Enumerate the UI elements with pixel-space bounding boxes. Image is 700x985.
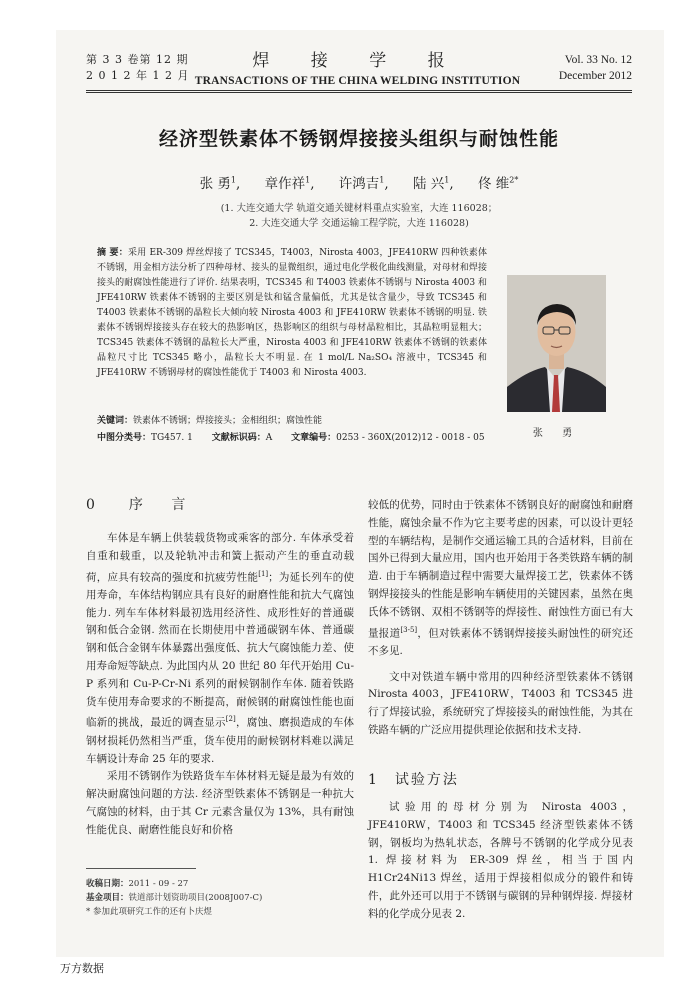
clc-label: 中图分类号： — [97, 433, 152, 443]
date-cn: 2 0 1 2 年 1 2 月 — [86, 69, 190, 82]
right-column — [368, 497, 633, 740]
left-column — [86, 530, 354, 840]
paper-title: 经济型铁素体不锈钢焊接接头组织与耐蚀性能 — [158, 128, 559, 150]
author-photo — [507, 275, 606, 412]
paragraph: 文中对铁道车辆中常用的四种经济型铁素体不锈钢 Nirosta 4003，JFE410RW，T4003 和 TCS345 进行了焊接试验，系统研究了焊接接头的耐蚀性能，为其在铁路车辆的广泛应用提供理论依据和技术支持. — [368, 670, 633, 737]
author: 章作祥$^1$, — [264, 175, 315, 192]
paragraph: 采用不锈钢作为铁路货车车体材料无疑是最为有效的解决耐腐蚀问题的方法. 经济型铁素体不锈钢是一种抗大气腐蚀的材料，由于其 Cr 元素含量仅为 13%，具有耐蚀性能优良、耐磨性能良好和价格 — [86, 770, 354, 836]
volume-issue-cn: 第 3 3 卷第 12 期 — [86, 53, 189, 66]
citation: [2] — [225, 715, 236, 724]
photo-caption: 张 勇 — [532, 428, 581, 439]
author-list — [86, 172, 632, 192]
keywords-label: 关键词： — [97, 416, 134, 426]
article-number-label: 文章编号： — [291, 433, 337, 443]
section-1-heading: 1 试验方法 — [368, 772, 459, 788]
fund-label: 基金项目： — [86, 893, 129, 903]
volume-issue-en: Vol. 33 No. 12 — [564, 54, 632, 66]
author: 佟 维$^{2*}$ — [477, 175, 519, 192]
header-rule-second — [86, 92, 632, 93]
received-date: 2011 - 09 - 27 — [128, 879, 189, 889]
keywords-text: 铁素体不锈钢；焊接接头；金相组织；腐蚀性能 — [133, 416, 323, 426]
header-volume-cn — [86, 52, 189, 84]
footnote-rule — [86, 868, 196, 869]
abstract — [97, 246, 487, 381]
received-label: 收稿日期： — [86, 879, 129, 889]
affiliation-1: (1. 大连交通大学 轨道交通关键材料重点实验室，大连 116028； — [220, 203, 498, 214]
footnote — [86, 877, 356, 919]
footnote-note: * 参加此项研究工作的还有卜庆煜 — [86, 907, 212, 917]
affiliation-2: 2. 大连交通大学 交通运输工程学院，大连 116028) — [249, 218, 469, 229]
author: 陆 兴$^1$, — [412, 175, 454, 192]
paragraph: 车体是车辆上供装载货物或乘客的部分. 车体承受着自重和载重，以及轮轨冲击和簧上振动产生的垂直动载荷，应具有较高的强度和抗疲劳性能[1]；为延长列车的使用寿命，车体结构钢应具有良好的耐磨性能和抗大气腐蚀能力. 列车车体材料最初选用经济性、成形性好的普通碳钢和低合金钢. 然而在长期使用中普通碳钢车体、普通碳钢和低合金钢车体暴露出强度低、抗大气腐蚀能力差、使用寿命短等缺点. 为此国内从 20 世纪 80 年代开始用 Cu-P 系列和 Cu-P-Cr-Ni 系列的耐候钢制作车体. 随着铁路货车使用寿命要求的不断提高，耐候钢的耐腐蚀性能也面临新的挑战，最近的调查显示[2]，腐蚀、磨损造成的车体钢材损耗仍然相当严重，货车使用的耐候钢材料难以满足车辆设计寿命 25 年的要求. — [86, 532, 355, 765]
header-rule — [86, 90, 632, 91]
date-en: December 2012 — [558, 70, 632, 82]
keywords — [97, 413, 497, 426]
header-journal — [185, 46, 530, 87]
section-1-body — [368, 799, 633, 924]
abstract-label: 摘 要： — [97, 248, 128, 258]
citation: [3-5] — [400, 625, 418, 634]
header-volume-en — [559, 52, 632, 84]
watermark: 万方数据 — [60, 962, 104, 975]
abstract-text: 采用 ER-309 焊丝焊接了 TCS345，T4003，Nirosta 4003，JFE410RW 四种铁素体不锈钢，用金相方法分析了四种母材、接头的显微组织，通过电化学极化曲线测量，对母材和焊接接头的耐腐蚀性能进行了评价. 结果表明，TCS345 和 T4003 铁素体不锈钢与 Nirosta 4003 和 JFE410RW 铁素体不锈钢的主要区别是钛和锰含量偏低，尤其是钛含量少，导致 TCS345 和 T4003 铁素体不锈钢的晶粒长大倾向较 Nirosta 4003 和 JFE410RW 铁素体不锈钢的明显. 铁素体不锈钢焊接接头存在较大的热影响区，热影响区的组织与母材晶粒相比，其晶粒明显粗大；TCS345 铁素体不锈钢的晶粒长大严重，Nirosta 4003 和 JFE410RW 铁素体不锈钢的铁素体晶粒尺寸比 TCS345 略小，晶粒长大不明显. 在 1 mol/L Na₂SO₄ 溶液中，TCS345 和 JFE410RW 不锈钢母材的腐蚀性能优于 T4003 和 Nirosta 4003. — [97, 248, 488, 378]
author: 许鸿吉$^1$, — [338, 175, 389, 192]
doc-code: A — [265, 433, 273, 443]
classification-line — [97, 430, 507, 443]
section-0-heading: 0 序 言 — [86, 497, 198, 513]
clc-number: TG457. 1 — [151, 433, 193, 443]
citation: [1] — [258, 569, 269, 578]
article-number: 0253 - 360X(2012)12 - 0018 - 05 — [336, 433, 485, 443]
journal-name-cn: 焊 接 学 报 — [252, 51, 463, 71]
paragraph: 较低的优势，同时由于铁素体不锈钢良好的耐腐蚀和耐磨性能，腐蚀余量不作为它主要考虑的因素，可以设计更轻型的车辆结构，是制作交通运输工具的合适材料，目前在国外已得到大量应用，国内也开始用于各类铁路车辆的制造. 由于车辆制造过程中需要大量焊接工艺，铁素体不锈钢焊接接头的性能是影响车辆使用的关键因素，虽然在奥氏体不锈钢、双相不锈钢等的焊接性、耐蚀性方面已有大量报道[3-5]，但对铁素体不锈钢焊接接头耐蚀性的研究还不多见. — [368, 499, 634, 657]
author-portrait-image — [507, 275, 606, 412]
paragraph: 试验用的母材分别为 Nirosta 4003，JFE410RW，T4003 和 TCS345 经济型铁素体不锈钢，钢板均为热轧状态，各牌号不锈钢的化学成分见表 1. 焊接材料为 ER-309 焊丝，相当于国内 H1Cr24Ni13 焊丝，适用于焊接相似成分的锻件和铸件，此外还可以用于不锈钢与碳钢的异种钢焊接. 焊接材料的化学成分见表 2. — [368, 801, 633, 920]
author: 张 勇$^1$, — [199, 175, 241, 192]
journal-name-en: TRANSACTIONS OF THE CHINA WELDING INSTITUTION — [194, 75, 521, 87]
doc-code-label: 文献标识码： — [211, 433, 266, 443]
fund-text: 铁道部计划资助项目(2008J007-C) — [128, 893, 263, 903]
